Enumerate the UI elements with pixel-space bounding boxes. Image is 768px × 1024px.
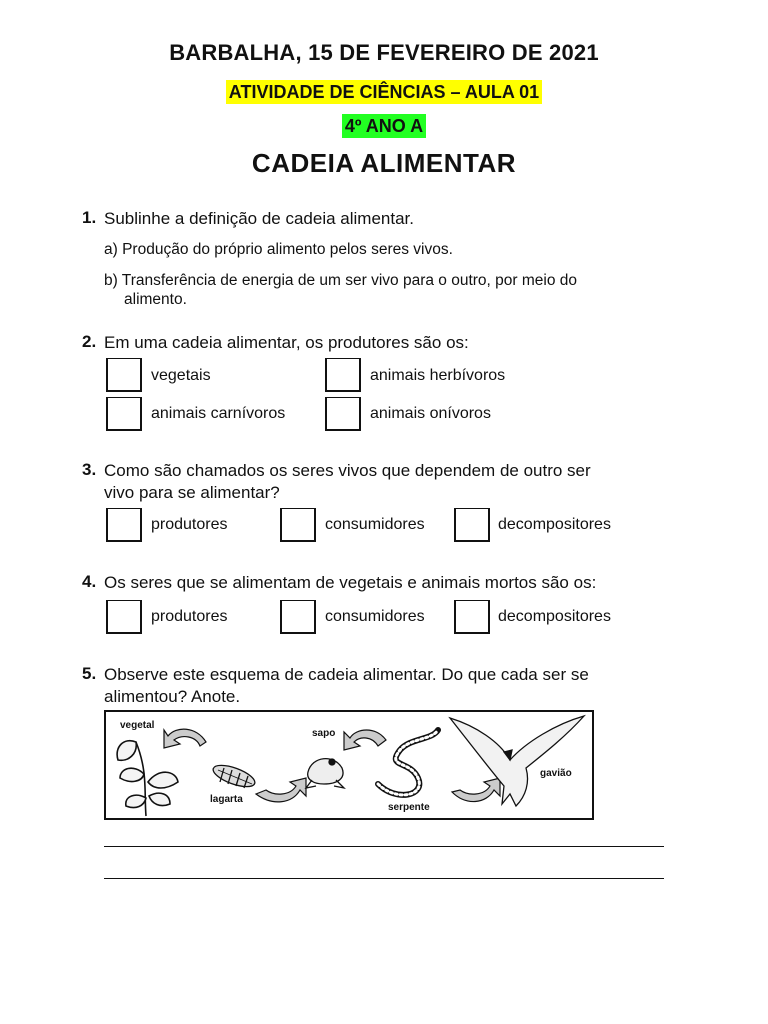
arrow-icon bbox=[164, 729, 206, 748]
label-vegetais: vegetais bbox=[151, 367, 211, 384]
scheme-label-sapo: sapo bbox=[312, 728, 336, 739]
q4-checkbox-decompositores[interactable] bbox=[454, 600, 490, 634]
scheme-label-vegetal: vegetal bbox=[120, 720, 155, 731]
q3-checkbox-decompositores[interactable] bbox=[454, 508, 490, 542]
checkbox-onivoros[interactable] bbox=[325, 397, 361, 431]
arrow-icon bbox=[452, 778, 500, 802]
checkbox-carnivoros[interactable] bbox=[106, 397, 142, 431]
q3-label-produtores: produtores bbox=[151, 516, 228, 533]
q1-text: Sublinhe a definição de cadeia alimentar. bbox=[104, 209, 414, 228]
q3-number: 3. bbox=[82, 460, 97, 479]
q5-number: 5. bbox=[82, 664, 97, 683]
q4-text: Os seres que se alimentam de vegetais e animais mortos são os: bbox=[104, 573, 597, 592]
label-onivoros: animais onívoros bbox=[370, 405, 491, 422]
scheme-label-lagarta: lagarta bbox=[210, 794, 243, 805]
checkbox-herbivoros[interactable] bbox=[325, 358, 361, 392]
class-label: 4º ANO A bbox=[342, 114, 426, 138]
answer-line-1[interactable] bbox=[104, 846, 664, 847]
q2-text: Em uma cadeia alimentar, os produtores são os: bbox=[104, 333, 469, 352]
scheme-label-serpente: serpente bbox=[388, 802, 430, 813]
scheme-label-gaviao: gavião bbox=[540, 768, 572, 779]
q4-label-produtores: produtores bbox=[151, 608, 228, 625]
q3-text-cont: vivo para se alimentar? bbox=[104, 483, 280, 502]
q4-number: 4. bbox=[82, 572, 97, 591]
answer-line-2[interactable] bbox=[104, 878, 664, 879]
caterpillar-icon bbox=[211, 761, 258, 791]
q4-checkbox-produtores[interactable] bbox=[106, 600, 142, 634]
q3-label-consumidores: consumidores bbox=[325, 516, 425, 533]
q4-checkbox-consumidores[interactable] bbox=[280, 600, 316, 634]
label-herbivoros: animais herbívoros bbox=[370, 367, 506, 384]
q3-checkbox-produtores[interactable] bbox=[106, 508, 142, 542]
snake-icon bbox=[378, 730, 438, 795]
q3-label-decompositores: decompositores bbox=[498, 516, 611, 533]
page-title: CADEIA ALIMENTAR bbox=[251, 148, 517, 178]
frog-icon bbox=[306, 759, 344, 788]
q1-option-b: b) Transferência de energia de um ser vivo para o outro, por meio do bbox=[104, 272, 578, 289]
q2-number: 2. bbox=[82, 332, 97, 351]
q3-checkbox-consumidores[interactable] bbox=[280, 508, 316, 542]
arrow-icon bbox=[256, 778, 306, 802]
q5-text: Observe este esquema de cadeia alimentar. Do que cada ser se bbox=[104, 665, 589, 684]
food-chain-scheme bbox=[104, 710, 594, 820]
food-chain-illustration bbox=[106, 712, 592, 818]
q1-option-b-cont: alimento. bbox=[124, 291, 187, 308]
q1-option-a: a) Produção do próprio alimento pelos seres vivos. bbox=[104, 241, 453, 258]
arrow-icon bbox=[344, 730, 386, 750]
plant-icon bbox=[117, 741, 178, 816]
activity-title: ATIVIDADE DE CIÊNCIAS – AULA 01 bbox=[226, 80, 542, 104]
q1-number: 1. bbox=[82, 208, 97, 227]
header-place-date: BARBALHA, 15 DE FEVEREIRO DE 2021 bbox=[169, 40, 599, 65]
q5-text-cont: alimentou? Anote. bbox=[104, 687, 241, 706]
label-carnivoros: animais carnívoros bbox=[151, 405, 286, 422]
q4-label-consumidores: consumidores bbox=[325, 608, 425, 625]
q4-label-decompositores: decompositores bbox=[498, 608, 611, 625]
checkbox-vegetais[interactable] bbox=[106, 358, 142, 392]
class-line bbox=[0, 114, 768, 138]
q3-text: Como são chamados os seres vivos que dependem de outro ser bbox=[104, 461, 591, 480]
activity-line bbox=[0, 80, 768, 104]
hawk-icon bbox=[450, 716, 584, 806]
